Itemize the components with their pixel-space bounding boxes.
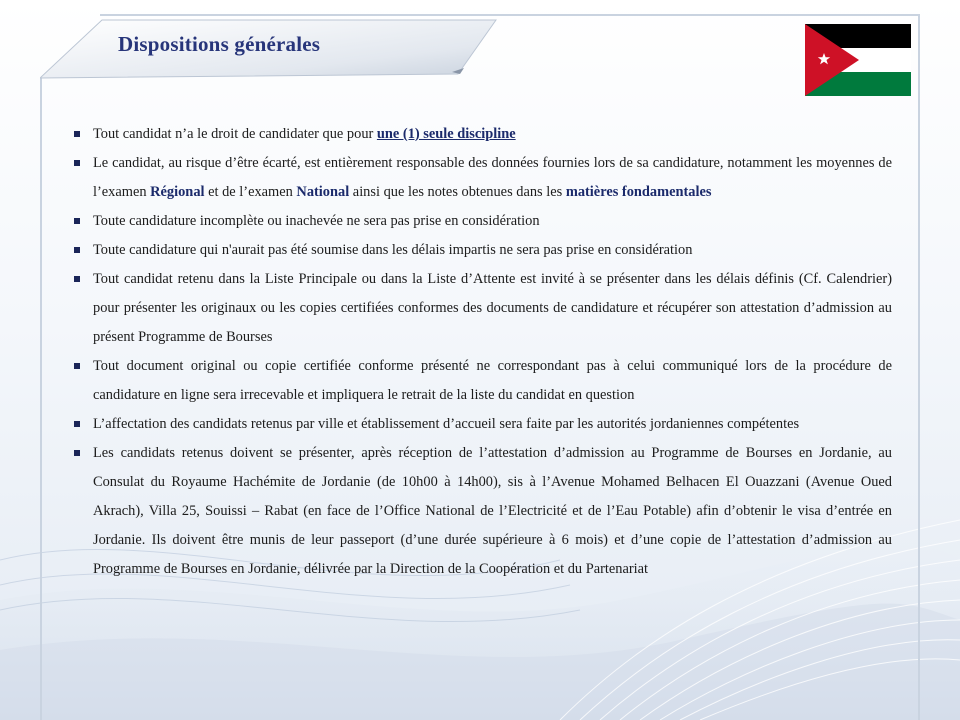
list-item	[72, 149, 892, 207]
frame-top-line	[100, 14, 920, 16]
list-item	[72, 439, 892, 584]
list-item	[72, 120, 892, 149]
list-item	[72, 352, 892, 410]
highlighted-text: matières fondamentales	[565, 184, 712, 200]
item-text: ainsi que les notes obtenues dans les	[349, 184, 566, 200]
item-text: Les candidats retenus doivent se présenter, après réception de l’attestation d’admission au Programme de Bourses en Jordanie, au Consulat du Royaume Hachémite de Jordanie (de 10h00 à 14h00), sis à l’Avenue Mohamed Belhacen El Ouazzani (Avenue Oued Akrach), Villa 25, Souissi – Rabat (en face de l’Office National de l’Electricité et de l’Eau Potable) afin d’obtenir le visa d’entrée en Jordanie. Ils doivent être munis de leur passeport (d’une durée supérieure à 6 mois) et d’une copie de l’attestation d’admission au Programme de Bourses en Jordanie, délivrée par la Direction de la Coopération et du Partenariat	[93, 445, 892, 577]
square-bullet-icon	[74, 131, 80, 137]
frame-right-line	[918, 14, 920, 720]
list-item	[72, 265, 892, 352]
square-bullet-icon	[74, 450, 80, 456]
highlighted-text: une (1) seule discipline	[376, 126, 516, 142]
item-text: Tout candidat n’a le droit de candidater que pour	[93, 126, 377, 142]
item-text: L’affectation des candidats retenus par ville et établissement d’accueil sera faite par les autorités jordaniennes compétentes	[93, 416, 800, 432]
square-bullet-icon	[74, 363, 80, 369]
item-text: Tout candidat retenu dans la Liste Principale ou dans la Liste d’Attente est invité à se présenter dans les délais définis (Cf. Calendrier) pour présenter les originaux ou les copies certifiées conformes des documents de candidature et récupérer son attestation d’admission au présent Programme de Bourses	[93, 271, 892, 345]
square-bullet-icon	[74, 247, 80, 253]
highlighted-text: Régional	[150, 184, 205, 200]
conditions-list	[72, 120, 892, 584]
item-text: et de l’examen	[204, 184, 297, 200]
square-bullet-icon	[74, 276, 80, 282]
frame-left-line	[40, 78, 42, 720]
item-text: Tout document original ou copie certifiée conforme présenté ne correspondant pas à celui communiqué lors de la procédure de candidature en ligne sera irrecevable et impliquera le retrait de la liste du candidat en question	[93, 358, 892, 403]
list-item	[72, 207, 892, 236]
highlighted-text: National	[296, 184, 350, 200]
square-bullet-icon	[74, 421, 80, 427]
list-item	[72, 236, 892, 265]
list-item	[72, 410, 892, 439]
page-title: Dispositions générales	[118, 32, 321, 56]
jordan-flag-icon	[805, 24, 911, 96]
item-text: Le candidat, au risque d’être écarté, est entièrement responsable des données fournies lors de sa candidature, notamment les moyennes de l’examen	[93, 155, 892, 200]
item-text: Toute candidature incomplète ou inachevée ne sera pas prise en considération	[93, 213, 540, 229]
item-text: Toute candidature qui n'aurait pas été soumise dans les délais impartis ne sera pas prise en considération	[93, 242, 693, 258]
square-bullet-icon	[74, 218, 80, 224]
square-bullet-icon	[74, 160, 80, 166]
